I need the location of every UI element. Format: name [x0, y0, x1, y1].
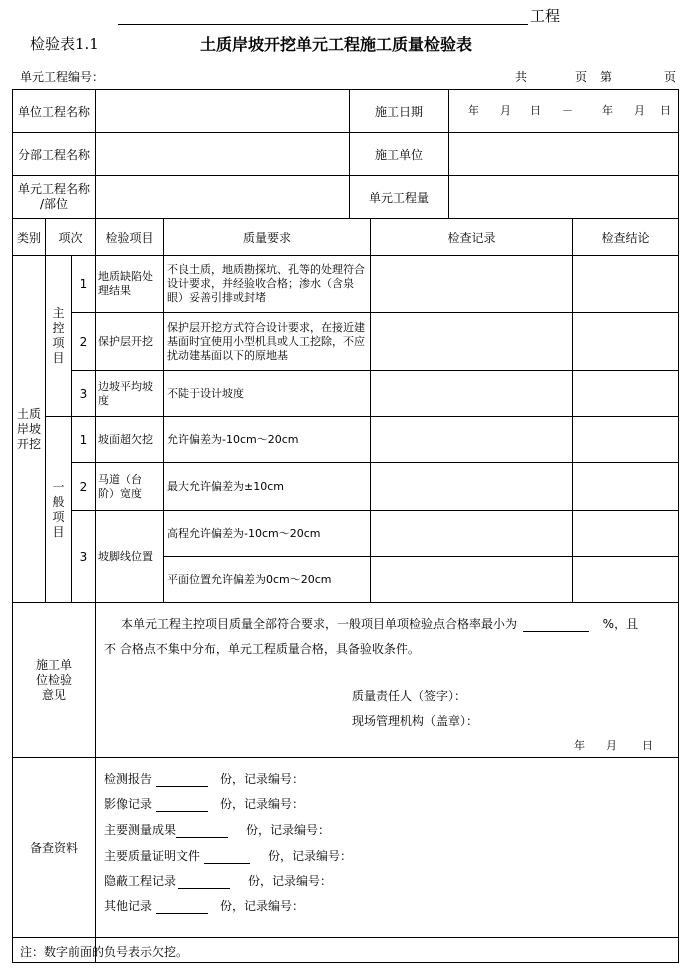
date-range-m2: 月 — [634, 104, 645, 117]
record-blank — [156, 798, 208, 812]
col-quality-req: 质量要求 — [242, 230, 291, 245]
item-name: 边坡平均坡度 — [98, 379, 153, 407]
opinion-label: 施工单位检验意见 — [35, 657, 72, 702]
record-blank — [156, 773, 208, 787]
opinion-date-y: 年 — [574, 739, 585, 752]
pages-no: 第 — [600, 70, 613, 84]
opinion-text1: 本单元工程主控项目质量全部符合要求，一般项目单项检验点合格率最小为 — [121, 617, 518, 631]
date-range-d2: 日 — [660, 104, 671, 117]
project-suffix: 工程 — [530, 7, 561, 25]
col-check-result: 检查结论 — [601, 230, 650, 245]
date-range-dash: － — [562, 104, 573, 117]
unit-project-name-label: 单位工程名称 — [18, 104, 91, 119]
form-number: 检验表1.1 — [30, 35, 99, 53]
col-check-item: 检验项目 — [105, 230, 154, 245]
construction-unit-label: 施工单位 — [374, 147, 423, 162]
opinion-date-d: 日 — [642, 739, 653, 752]
item-no: 1 — [79, 277, 88, 291]
item-name: 坡面超欠挖 — [98, 432, 153, 446]
category-label: 土质岸坡开挖 — [16, 406, 41, 451]
record-blank — [176, 824, 228, 838]
record-blank — [156, 900, 208, 914]
item-name: 马道（台阶）宽度 — [98, 472, 142, 500]
opinion-text-line1 — [121, 615, 638, 632]
date-range-y2: 年 — [602, 104, 613, 117]
pages-page2: 页 — [664, 70, 677, 84]
pages-total: 共 — [515, 70, 528, 84]
date-range-y1: 年 — [468, 104, 479, 117]
footnote: 注：数字前面的负号表示欠挖。 — [20, 945, 189, 959]
date-range-d1: 日 — [530, 104, 541, 117]
unit-name-label-line1: 单元工程名称 — [17, 182, 90, 196]
quality-person-label: 质量责任人（签字）： — [352, 689, 467, 703]
construction-date-label: 施工日期 — [374, 104, 423, 119]
record-row: 隐蔽工程记录 份，记录编号： — [104, 874, 333, 888]
item-name: 地质缺陷处理结果 — [98, 270, 153, 297]
unit-code-label: 单元工程编号： — [20, 70, 105, 84]
record-blank — [204, 850, 250, 864]
item-req: 保护层开挖方式符合设计要求，在接近建基面时宜使用小型机具或人工挖除，不应扰动建基面以下的原地基 — [167, 320, 365, 362]
sub-project-name-label: 分部工程名称 — [18, 147, 91, 162]
opinion-text2: 不 合格点不集中分布，单元工程质量合格，具备验收条件。 — [104, 642, 420, 656]
item-no: 3 — [79, 549, 88, 564]
col-category: 类别 — [16, 230, 41, 245]
record-row: 主要质量证明文件 份，记录编号： — [104, 849, 353, 863]
date-range-m1: 月 — [500, 104, 511, 117]
item-no: 1 — [79, 432, 88, 447]
general-group-label: 一般项目 — [52, 479, 65, 539]
record-row: 影像记录 份，记录编号： — [104, 797, 305, 811]
record-row: 其他记录 份，记录编号： — [104, 899, 305, 913]
pass-rate-blank — [523, 618, 589, 632]
main-group-label: 主控项目 — [52, 306, 65, 365]
item-req: 平面位置允许偏差为0cm～20cm — [167, 572, 332, 586]
records-label: 备查资料 — [29, 841, 78, 855]
item-req: 最大允许偏差为±10cm — [167, 479, 284, 493]
project-name-underline — [118, 24, 528, 25]
item-req: 不陡于设计坡度 — [167, 386, 244, 400]
item-req: 高程允许偏差为-10cm～20cm — [167, 526, 321, 540]
opinion-percent: %，且 — [602, 617, 639, 631]
item-no: 2 — [79, 334, 88, 349]
item-no: 2 — [79, 479, 88, 494]
item-name: 坡脚线位置 — [98, 549, 153, 563]
page-title: 土质岸坡开挖单元工程施工质量检验表 — [200, 35, 473, 54]
pages-page: 页 — [575, 70, 588, 84]
col-item-no: 项次 — [58, 230, 83, 245]
item-name: 保护层开挖 — [98, 334, 153, 348]
record-row: 主要测量成果 份，记录编号： — [104, 823, 331, 837]
item-req: 不良土质，地质勘探坑、孔等的处理符合设计要求，并经验收合格；渗水（含泉眼）妥善引排或封堵 — [167, 263, 365, 304]
record-blank — [178, 875, 230, 889]
col-check-record: 检查记录 — [447, 230, 496, 245]
item-req: 允许偏差为-10cm～20cm — [167, 432, 299, 446]
opinion-date-m: 月 — [606, 739, 617, 752]
item-no: 3 — [79, 386, 88, 401]
unit-name-label-line2: /部位 — [39, 197, 69, 211]
unit-quantity-label: 单元工程量 — [368, 190, 429, 205]
unit-name-label — [13, 176, 95, 218]
record-row: 检测报告 份，记录编号： — [104, 772, 305, 786]
site-org-label: 现场管理机构（盖章）： — [352, 714, 479, 728]
